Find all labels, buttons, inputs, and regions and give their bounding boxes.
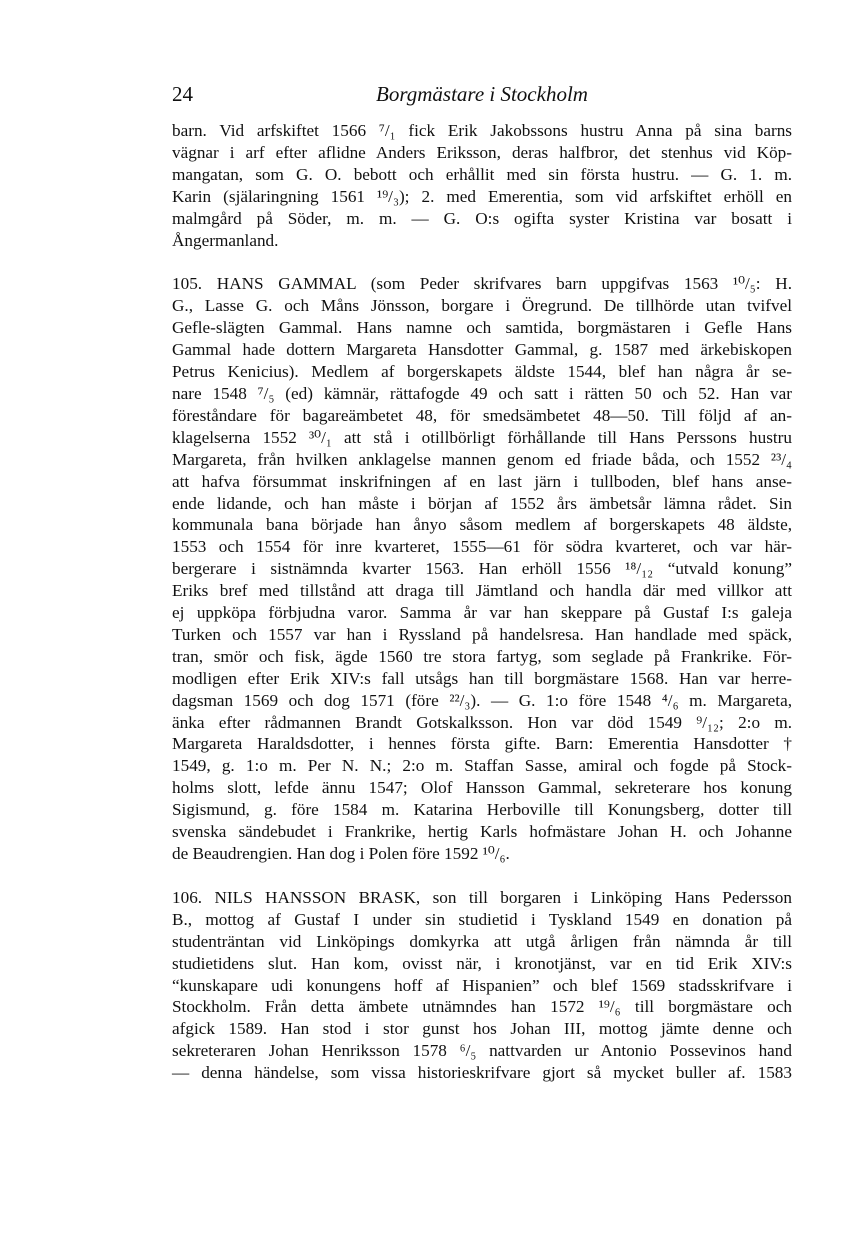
text-line: Turken och 1557 var han i Ryssland på handelsresa. Han handlade med späck, xyxy=(172,624,792,644)
text-line: klagelserna 1552 ³⁰/₁ att stå i otillbörligt förhållande till Hans Perssons hustru xyxy=(172,427,792,447)
paragraph-1 xyxy=(172,120,792,251)
text-line: föreståndare för bagareämbetet 48, för smedsämbetet 48—50. Till följd af an- xyxy=(172,405,792,425)
running-title: Borgmästare i Stockholm xyxy=(376,82,588,106)
page-header xyxy=(172,82,792,112)
text-line: Eriks bref med tillstånd att draga till Jämtland och handla där med villkor att xyxy=(172,581,792,601)
text-line: G., Lasse G. och Måns Jönsson, borgare i Öregrund. De tillhörde utan tvifvel xyxy=(172,296,792,316)
text-line: ej uppköpa förbjudna varor. Samma år var han skeppare på Gustaf I:s galeja xyxy=(172,603,792,623)
text-line: 106. NILS HANSSON BRASK, son till borgaren i Linköping Hans Pedersson xyxy=(172,887,792,907)
text-line: B., mottog af Gustaf I under sin studietid i Tyskland 1549 en donation på xyxy=(172,909,792,929)
text-line: de Beaudrengien. Han dog i Polen före 1592 ¹⁰/₆. xyxy=(172,844,510,863)
paragraph-105 xyxy=(172,273,792,864)
text-line: änka efter rådmannen Brandt Gotskalksson. Hon var död 1549 ⁹/₁₂; 2:o m. xyxy=(172,712,792,732)
text-line: Stockholm. Från detta ämbete utnämndes han 1572 ¹⁹/₆ till borgmästare och xyxy=(172,997,792,1017)
text-line: “kunskapare udi konungens hoff af Hispanien” och blef 1569 stadsskrifvare i xyxy=(172,975,792,995)
text-line: Gammal hade dottern Margareta Hansdotter Gammal, g. 1587 med ärkebiskopen xyxy=(172,340,792,360)
text-line: ende lidande, och han måste i början af 1552 års ämbetsår lämna rådet. Sin xyxy=(172,493,792,513)
text-line: svenska sändebudet i Frankrike, hertig Karls hofmästare Johan H. och Johanne xyxy=(172,822,792,842)
text-line: Karin (själaringning 1561 ¹⁹/₃); 2. med Emerentia, som vid arfskiftet erhöll en xyxy=(172,186,792,206)
page-number: 24 xyxy=(172,82,193,106)
text-line: holms slott, lefde ännu 1547; Olof Hansson Gammal, sekreterare hos konung xyxy=(172,778,792,798)
text-line: tran, smör och fisk, ägde 1560 tre stora fartyg, som seglade på Frankrike. För- xyxy=(172,646,792,666)
text-line: dagsman 1569 och dog 1571 (före ²²/₃). — G. 1:o före 1548 ⁴/₆ m. Margareta, xyxy=(172,690,792,710)
text-line: bergerare i sistnämnda kvarter 1563. Han erhöll 1556 ¹⁸/₁₂ “utvald konung” xyxy=(172,559,792,579)
text-line: studietidens slut. Han kom, ovisst när, i kronotjänst, var en tid Erik XIV:s xyxy=(172,953,792,973)
text-line: Gefle-slägten Gammal. Hans namne och samtida, borgmästaren i Gefle Hans xyxy=(172,318,792,338)
text-line: vägnar i arf efter aflidne Anders Eriksson, deras halfbror, det stenhus vid Köp- xyxy=(172,142,792,162)
text-line: Ångermanland. xyxy=(172,230,279,250)
text-line: modligen efter Erik XIV:s fall utsågs han till borgmästare 1568. Han var herre- xyxy=(172,668,792,688)
text-line: att hafva försummat inskrifningen af en last järn i tullboden, blef hans anse- xyxy=(172,471,792,491)
text-line: Sigismund, g. före 1584 m. Katarina Herboville till Konungsberg, dotter till xyxy=(172,800,792,820)
text-line: Margareta, från hvilken anklagelse mannen genom ed friade båda, och 1552 ²³/₄ xyxy=(172,449,792,469)
text-line: mangatan, som G. O. bebott och erhållit med sin första hustru. — G. 1. m. xyxy=(172,164,792,184)
text-line: — denna händelse, som vissa historieskrifvare gjort så mycket buller af. 1583 xyxy=(172,1063,792,1083)
text-line: barn. Vid arfskiftet 1566 ⁷/₁ fick Erik Jakobssons hustru Anna på sina barns xyxy=(172,121,792,140)
text-line: studenträntan vid Linköpings domkyrka att utgå årligen från nämnda år till xyxy=(172,931,792,951)
text-line: sekreteraren Johan Henriksson 1578 ⁶/₅ nattvarden ur Antonio Possevinos hand xyxy=(172,1041,792,1061)
text-line: Petrus Kenicius). Medlem af borgerskapets äldste 1544, blef han några år se- xyxy=(172,362,792,382)
text-line: afgick 1589. Han stod i stor gunst hos Johan III, mottog jämte denne och xyxy=(172,1019,792,1039)
text-line: malmgård på Söder, m. m. — G. O:s ogifta syster Kristina var bosatt i xyxy=(172,208,792,228)
text-line: 1549, g. 1:o m. Per N. N.; 2:o m. Staffan Sasse, amiral och fogde på Stock- xyxy=(172,756,792,776)
text-line: 1553 och 1554 för inre kvarteret, 1555—61 för södra kvarteret, och var här- xyxy=(172,537,792,557)
text-line: 105. HANS GAMMAL (som Peder skrifvares barn uppgifvas 1563 ¹⁰/₅: H. xyxy=(172,274,792,294)
paragraph-106 xyxy=(172,887,792,1084)
text-line: Margareta Haraldsdotter, i hennes första gifte. Barn: Emerentia Hansdotter † xyxy=(172,734,792,754)
text-line: kommunala bana började han ånyo såsom medlem af borgerskapets 48 äldste, xyxy=(172,515,792,535)
page-body xyxy=(172,120,792,1084)
text-line: nare 1548 ⁷/₅ (ed) kämnär, rättafogde 49 och satt i rätten 50 och 52. Han var xyxy=(172,383,792,403)
